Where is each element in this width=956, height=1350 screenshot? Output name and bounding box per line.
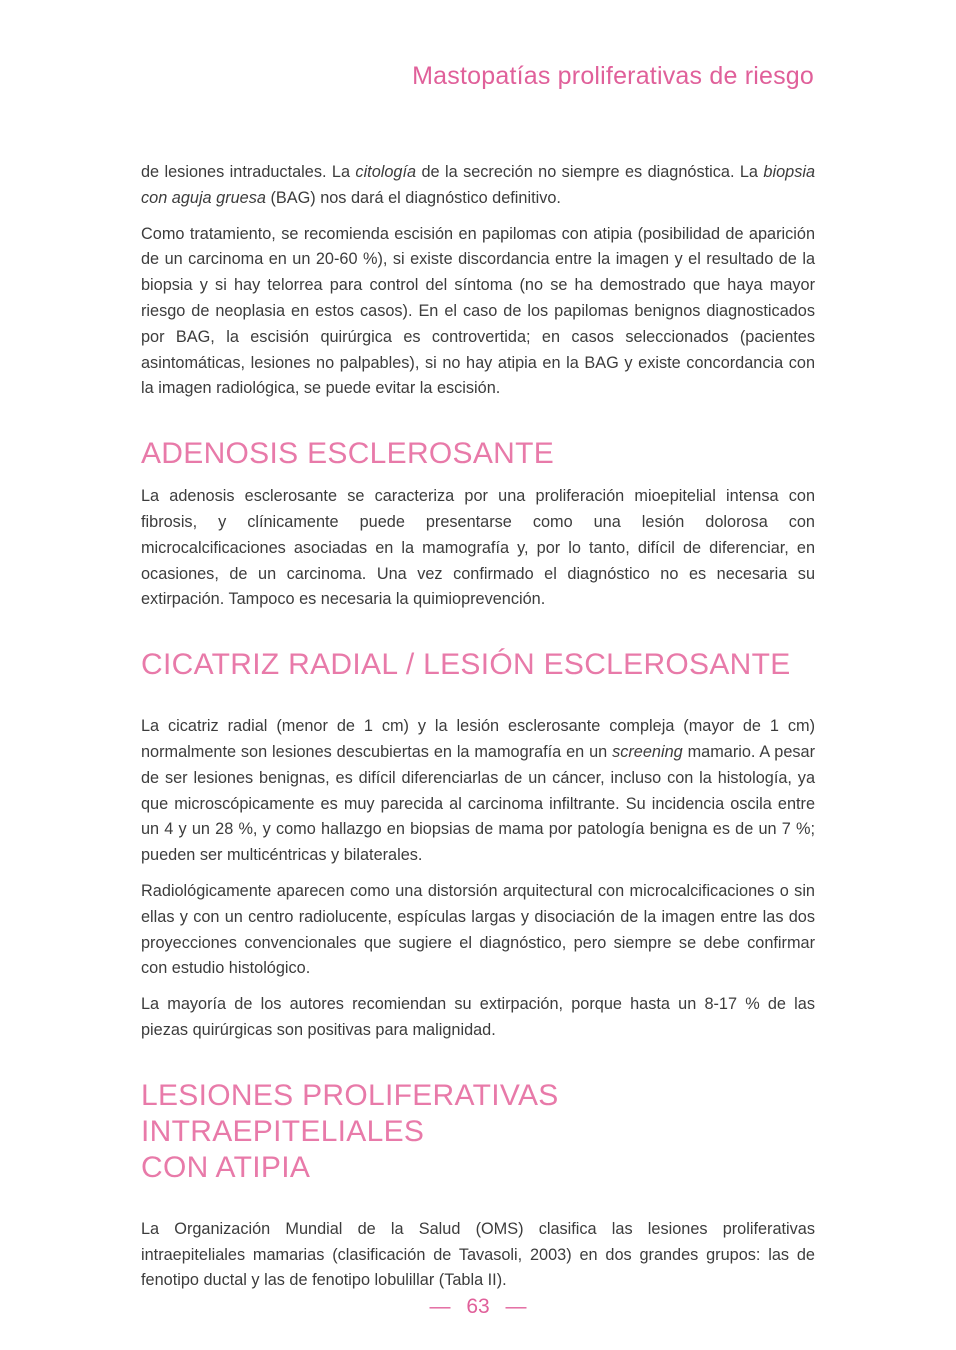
- page-footer: [0, 1295, 956, 1319]
- section-heading-lesiones: [141, 1078, 815, 1186]
- cicatriz-paragraph-2: Radiológicamente aparecen como una distorsión arquitectural con microcalcificaciones o sin ellas y con un centro radiolucente, espículas largas y disociación de la imagen entre las dos proyecciones convencionales que sugiere el diagnóstico, pero siempre se debe confirmar con estudio histológico.: [141, 881, 815, 978]
- section-heading-adenosis: ADENOSIS ESCLEROSANTE: [141, 437, 555, 471]
- section-heading-cicatriz: CICATRIZ RADIAL / LESIÓN ESCLEROSANTE: [141, 648, 791, 682]
- footer-dash-right: —: [505, 1295, 527, 1318]
- page-body: [141, 160, 815, 1304]
- lesiones-paragraph: La Organización Mundial de la Salud (OMS) clasifica las lesiones proliferativas intraepiteliales mamarias (clasificación de Tavasoli, 2003) en dos grandes grupos: las de fenotipo ductal y las de fenotipo lobulillar (Tabla II).: [141, 1219, 815, 1290]
- cicatriz-paragraph-3: La mayoría de los autores recomiendan su extirpación, porque hasta un 8-17 % de las piezas quirúrgicas son positivas para malignidad.: [141, 995, 815, 1039]
- page-number: 63: [466, 1295, 490, 1318]
- running-header: Mastopatías proliferativas de riesgo: [412, 62, 814, 90]
- heading-line-2: CON ATIPIA: [141, 1150, 311, 1184]
- intro-paragraph-2: Como tratamiento, se recomienda escisión en papilomas con atipia (posibilidad de aparición de un carcinoma en un 20-60 %), si existe discordancia entre la imagen y el resultado de la biopsia y si hay telorrea para control del síntoma (no se ha demostrado que haya mayor riesgo de neoplasia en estos casos). En el caso de los papilomas benignos diagnosticados por BAG, la escisión quirúrgica es controvertida; en casos seleccionados (pacientes asintomáticas, lesiones no palpables), si no hay atipia en la BAG y existe concordancia con la imagen radiológica, se puede evitar la escisión.: [141, 224, 815, 398]
- heading-line-1: LESIONES PROLIFERATIVAS INTRAEPITELIALES: [141, 1078, 559, 1148]
- footer-dash-left: —: [429, 1295, 451, 1318]
- adenosis-paragraph: La adenosis esclerosante se caracteriza por una proliferación mioepitelial intensa con fibrosis, y clínicamente puede presentarse como una lesión dolorosa con microcalcificaciones asociadas en la mamografía y, por lo tanto, difícil de diferenciar, en ocasiones, de un carcinoma. Una vez confirmado el diagnóstico no es necesaria su extirpación. Tampoco es necesaria la quimioprevención.: [141, 487, 815, 609]
- intro-paragraph-1: de lesiones intraductales. La citología de la secreción no siempre es diagnóstica. La biopsia con aguja gruesa (BAG) nos dará el diagnóstico definitivo.: [141, 163, 816, 207]
- cicatriz-paragraph-1: La cicatriz radial (menor de 1 cm) y la lesión esclerosante compleja (mayor de 1 cm) normalmente son lesiones descubiertas en la mamografía en un screening mamario. A pesar de ser lesiones benignas, es difícil diferenciarlas de un cáncer, incluso con la histología, ya que microscópicamente es muy parecida al carcinoma infiltrante. Su incidencia oscila entre un 4 y un 28 %, y como hallazgo en biopsias de mama por patología benigna es de un 7 %; pueden ser multicéntricas y bilaterales.: [141, 717, 815, 865]
